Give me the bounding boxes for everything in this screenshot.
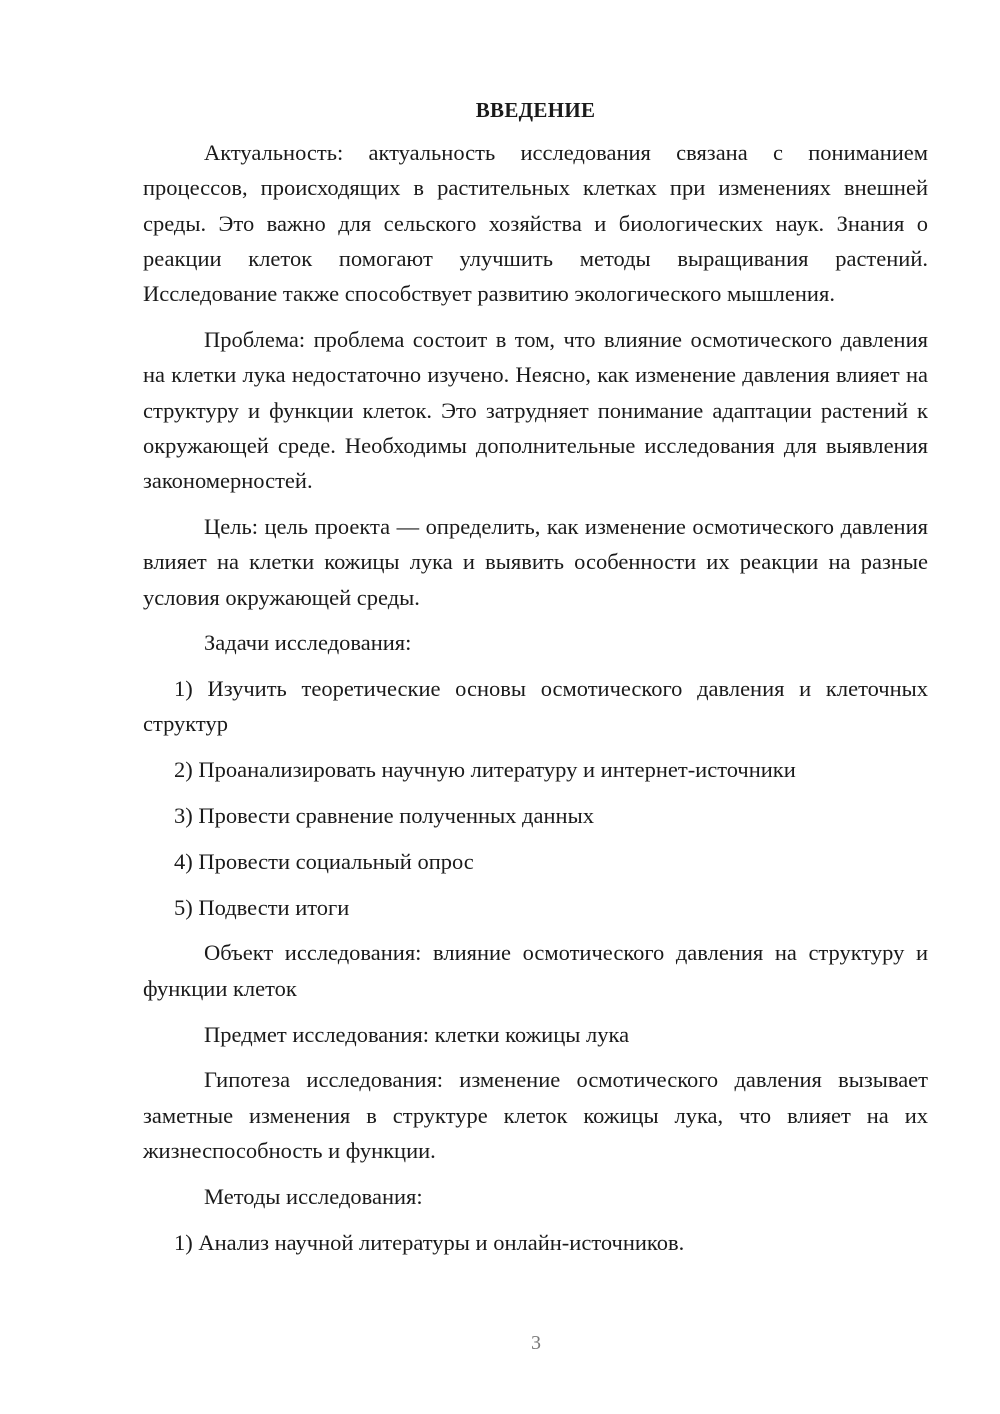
hypothesis-paragraph: Гипотеза исследования: изменение осмотического давления вызывает заметные изменения в структуре клеток кожицы лука, что влияет на их жизнеспособность и функции. bbox=[143, 1067, 928, 1163]
tasks-heading: Задачи исследования: bbox=[204, 630, 412, 656]
section-title: ВВЕДЕНИЕ bbox=[475, 98, 596, 122]
task-item: 2) Проанализировать научную литературу и интернет-источники bbox=[174, 757, 796, 783]
page-number: 3 bbox=[531, 1332, 541, 1354]
relevance-paragraph: Актуальность: актуальность исследования связана с пониманием процессов, происходящих в растительных клетках при изменениях внешней среды. Это важно для сельского хозяйства и биологических наук. Знания о реакции клеток помогают улучшить методы выращивания растений. Исследование также способствует развитию экологического мышления. bbox=[143, 140, 928, 307]
object-paragraph: Объект исследования: влияние осмотического давления на структуру и функции клеток bbox=[143, 940, 928, 1001]
methods-heading: Методы исследования: bbox=[204, 1183, 423, 1209]
task-item: 4) Провести социальный опрос bbox=[174, 848, 474, 874]
page-content bbox=[143, 95, 928, 1270]
task-item: 3) Провести сравнение полученных данных bbox=[174, 803, 594, 829]
problem-paragraph: Проблема: проблема состоит в том, что влияние осмотического давления на клетки лука недостаточно изучено. Неясно, как изменение давления влияет на структуру и функции клеток. Это затрудняет понимание адаптации растений к окружающей среде. Необходимы дополнительные исследования для выявления закономерностей. bbox=[143, 326, 928, 494]
goal-paragraph: Цель: цель проекта — определить, как изменение осмотического давления влияет на клетки кожицы лука и выявить особенности их реакции на разные условия окружающей среды. bbox=[143, 513, 928, 610]
method-item: 1) Анализ научной литературы и онлайн-источников. bbox=[174, 1229, 685, 1255]
task-item: 1) Изучить теоретические основы осмотического давления и клеточных структур bbox=[143, 676, 928, 737]
task-item: 5) Подвести итоги bbox=[174, 894, 350, 920]
subject-paragraph: Предмет исследования: клетки кожицы лука bbox=[204, 1021, 630, 1047]
